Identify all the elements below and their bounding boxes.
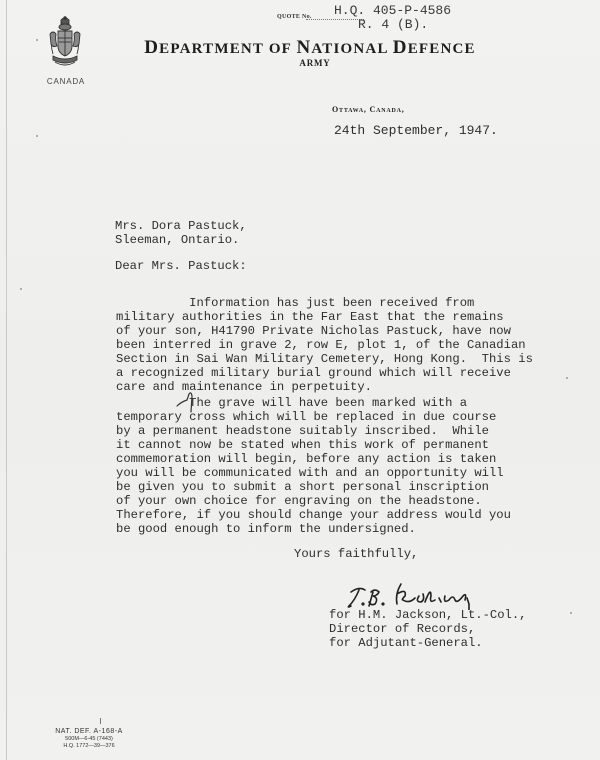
paper-speck xyxy=(20,288,22,290)
form-number: NAT. DEF. A-168-A xyxy=(55,728,123,735)
recipient-address xyxy=(115,219,247,247)
title-part: D xyxy=(392,37,408,58)
signatory-title: Director of Records, xyxy=(329,622,476,636)
place-of-origin: Ottawa, Canada, xyxy=(332,105,405,114)
signature-block xyxy=(329,608,526,650)
fold-mark xyxy=(100,718,101,724)
coat-of-arms-icon xyxy=(47,16,83,70)
paper-speck xyxy=(570,612,572,614)
hq-reference: H.Q. 1772—39—376 xyxy=(63,743,115,749)
paragraph-line: be given you to submit a short personal inscription xyxy=(116,480,489,494)
paragraph-line: of your own choice for engraving on the headstone. xyxy=(116,494,482,508)
paragraph-line: military authorities in the Far East that the remains xyxy=(116,310,504,324)
recipient-name: Mrs. Dora Pastuck, xyxy=(115,219,247,233)
form-identifier xyxy=(44,728,134,749)
department-title xyxy=(140,37,480,59)
branch-label: ARMY xyxy=(299,58,331,68)
handwritten-signature xyxy=(345,582,495,610)
letter-date: 24th September, 1947. xyxy=(334,123,498,138)
paragraph-line: it cannot now be stated when this work of permanent xyxy=(116,438,489,452)
paper-speck xyxy=(36,39,38,41)
title-part: N xyxy=(296,37,312,58)
title-part: EPARTMENT OF xyxy=(159,41,297,57)
country-label: CANADA xyxy=(46,77,86,86)
quote-number-line-1: H.Q. 405-P-4586 xyxy=(334,3,452,18)
paper-speck xyxy=(566,377,568,379)
quote-number-dotted-line xyxy=(306,19,364,20)
paragraph-line: of your son, H41790 Private Nicholas Pastuck, have now xyxy=(116,324,511,338)
title-part: D xyxy=(144,37,160,58)
paragraph-2 xyxy=(116,396,511,536)
recipient-location: Sleeman, Ontario. xyxy=(115,233,240,247)
paragraph-1 xyxy=(116,296,533,394)
paragraph-line: The grave will have been marked with a xyxy=(116,396,468,410)
paragraph-line: a recognized military burial ground which will receive xyxy=(116,366,511,380)
paper-speck xyxy=(36,135,38,137)
paragraph-line: temporary cross which will be replaced in due course xyxy=(116,410,497,424)
signatory-authority: for Adjutant-General. xyxy=(329,636,483,650)
paragraph-line: been interred in grave 2, row E, plot 1, of the Canadian xyxy=(116,338,526,352)
paragraph-line: Section in Sai Wan Military Cemetery, Hong Kong. This is xyxy=(116,352,533,366)
title-part: EFENCE xyxy=(407,41,476,57)
page-edge-line xyxy=(6,0,7,760)
quote-number-label: QUOTE No. xyxy=(277,14,312,20)
print-run: 500M—6-45 (7443) xyxy=(65,736,113,742)
paragraph-line: Therefore, if you should change your address would you xyxy=(116,508,511,522)
paragraph-line: by a permanent headstone suitably inscribed. While xyxy=(116,424,489,438)
title-part: ATIONAL xyxy=(311,41,393,57)
quote-number-line-2: R. 4 (B). xyxy=(358,17,429,32)
signatory-line: for H.M. Jackson, Lt.-Col., xyxy=(329,608,527,622)
paragraph-line: you will be communicated with and an opportunity will xyxy=(116,466,504,480)
closing: Yours faithfully, xyxy=(294,547,419,561)
paragraph-line: care and maintenance in perpetuity. xyxy=(116,380,372,394)
paragraph-line: commemoration will begin, before any action is taken xyxy=(116,452,497,466)
paragraph-line: Information has just been received from xyxy=(116,296,475,310)
paragraph-line: be good enough to inform the undersigned. xyxy=(116,522,416,536)
salutation: Dear Mrs. Pastuck: xyxy=(115,259,247,273)
